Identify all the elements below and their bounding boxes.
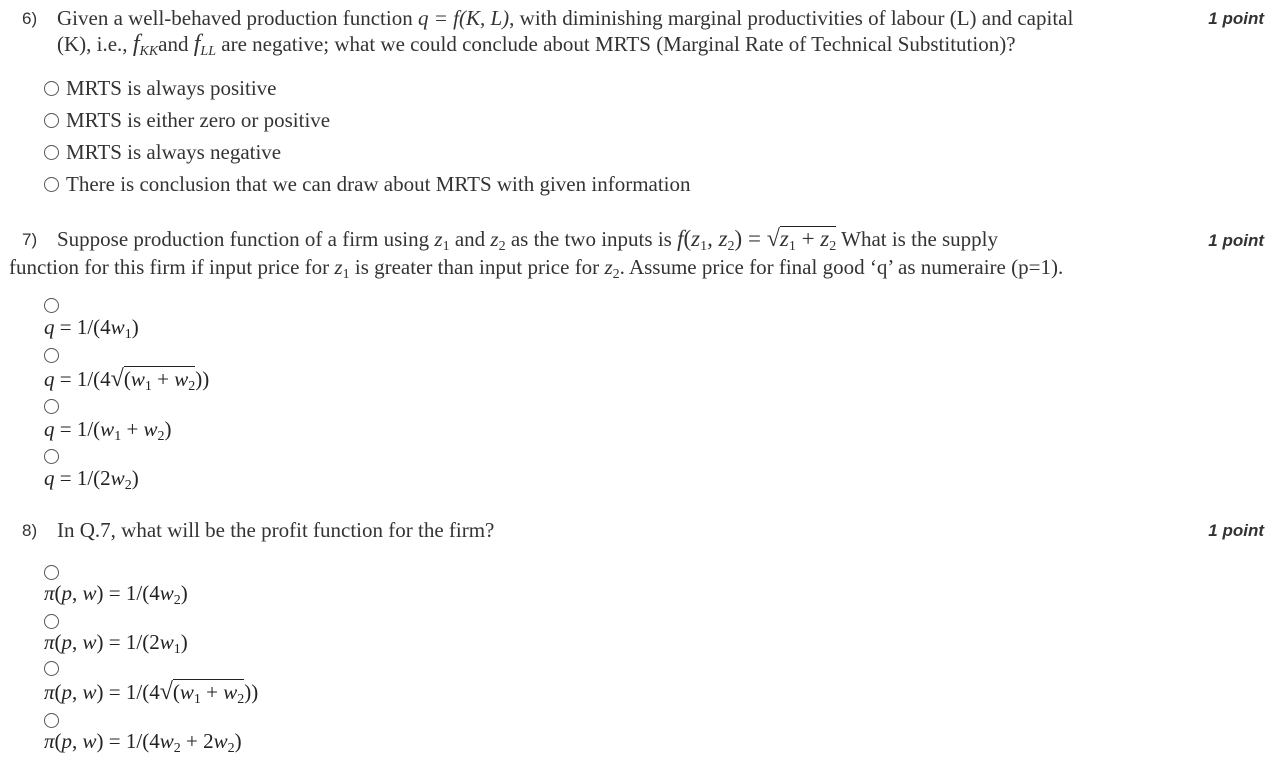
radio-button[interactable] xyxy=(44,81,59,96)
math-fll: $f_{LL}$ xyxy=(193,31,216,59)
math-expression: q = f(K, L) xyxy=(417,6,510,30)
q6-option-4[interactable]: There is conclusion that we can draw about MRTS with given information xyxy=(44,172,691,197)
points-label: 1 point xyxy=(1208,231,1264,250)
q8-option-2-radio[interactable] xyxy=(44,614,59,629)
q8-option-1[interactable]: π(p, $w) = 1/(4w_2)$ xyxy=(44,581,188,608)
q7-option-4[interactable]: $q = 1/(2w_2)$ xyxy=(44,466,139,493)
question-text: In Q.7, what will be the profit function for the firm? xyxy=(57,518,495,542)
q6-option-1[interactable]: MRTS is always positive xyxy=(44,76,277,101)
question-number: 6) xyxy=(22,9,38,28)
math-production-function: $f(z_1$, $z_2) = √z_1 + z_2$ xyxy=(677,226,836,251)
radio-button[interactable] xyxy=(44,113,59,128)
q8-option-4[interactable]: π(p, $w) = 1/(4w_2 + 2w_2)$ xyxy=(44,729,242,756)
q8-option-2[interactable]: π(p, $w) = 1/(2w_1)$ xyxy=(44,630,188,657)
q8-option-3-radio[interactable] xyxy=(44,661,59,676)
question-text-line-1: Suppose production function of a firm using $z_1$ and $z_2$ as the two inputs is $f(z_1$, $z_2) = √z_1 + z_2$ What is the supply xyxy=(57,226,1207,260)
question-text-line-2: function for this firm if input price for $z_1$ is greater than input price for $z_2$. Assume price for final good ‘q’ as numeraire (p=1). xyxy=(9,255,1064,282)
question-number: 8) xyxy=(22,521,38,540)
radio-button[interactable] xyxy=(44,145,59,160)
question-text: Given a well-behaved production function q = f(K, L), with diminishing marginal productivities of labour (L) and capital (K), i.e., $f_{KK}and$ $f_{LL}$ are negative; what we could conclude about MRTS (Marginal Rate of Technical Substitution)? xyxy=(57,6,1074,59)
q7-option-1[interactable]: $q = 1/(4w_1)$ xyxy=(44,315,139,342)
math-z1: $z_1$ xyxy=(334,255,350,282)
q7-option-2-radio[interactable] xyxy=(44,348,59,363)
math-z2: $z_2$ xyxy=(604,255,620,282)
math-z2: $z_2$ xyxy=(490,227,506,254)
q7-option-3-radio[interactable] xyxy=(44,399,59,414)
q7-option-4-radio[interactable] xyxy=(44,449,59,464)
q6-option-2[interactable]: MRTS is either zero or positive xyxy=(44,108,330,133)
radio-button[interactable] xyxy=(44,177,59,192)
math-fkk: $f_{KK}$ xyxy=(132,31,159,59)
question-number: 7) xyxy=(22,230,38,249)
points-label: 1 point xyxy=(1208,521,1264,540)
points-label: 1 point xyxy=(1208,9,1264,28)
q8-option-3[interactable]: π(p, $w) = 1/(4√(w_1 + w_2))$ xyxy=(44,679,258,711)
q7-option-2[interactable]: $q = 1/(4√(w_1 + w_2))$ xyxy=(44,366,209,398)
q8-option-4-radio[interactable] xyxy=(44,713,59,728)
q7-option-3[interactable]: $q = 1/(w_1 + w_2)$ xyxy=(44,417,172,444)
q8-option-1-radio[interactable] xyxy=(44,565,59,580)
q7-option-1-radio[interactable] xyxy=(44,298,59,313)
q6-option-3[interactable]: MRTS is always negative xyxy=(44,140,281,165)
math-z1: $z_1$ xyxy=(434,227,450,254)
